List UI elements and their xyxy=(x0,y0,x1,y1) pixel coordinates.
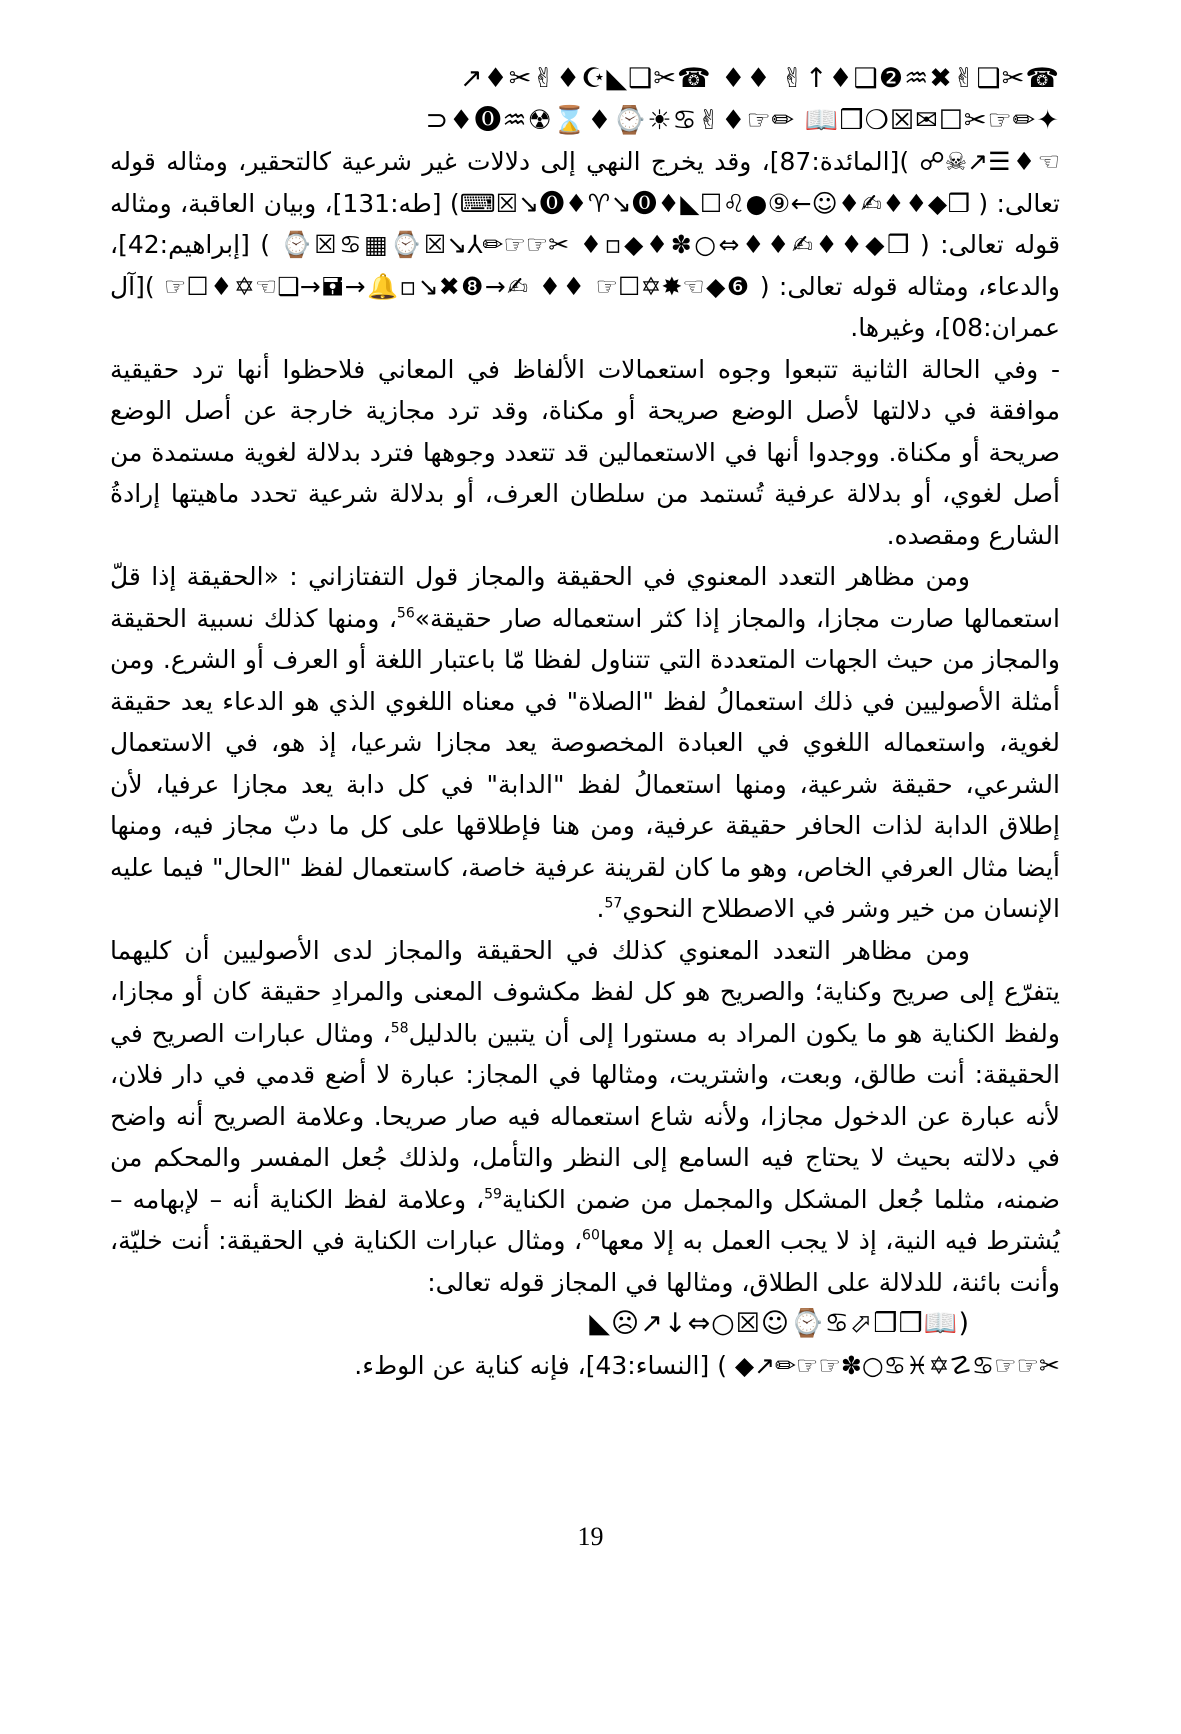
quran-glyph-run: ❻◆☜✸✡☐☞ ♦♦ ✍→❽✖↘▫🔔→🖬→❑☜✡♦☐☞ xyxy=(163,271,751,301)
body-text: ، ومنها كذلك نسبية الحقيقة والمجاز من حيث الجهات المتعددة التي تتناول لفظا مّا باعتبار اللغة أو العرف أو الشرع. ومن أمثلة الأصوليين في ذلك استعمالُ لفظ "الصلاة" في معناه اللغوي الذي هو الدعاء يعد حقيقة لغوية، واستعماله اللغوي في العبادة المخصوصة يعد مجازا شرعيا، إذ هو، في الاستعمال الشرعي، حقيقة شرعية، ومنها استعمالُ لفظ "الدابة" في كل دابة يعد مجازا عرفيا، لأن إطلاق الدابة لذات الحافر حقيقة عرفية، ومن هنا فإطلاقها على كل ما دبّ مجاز فيه، ومنها أيضا مثال العرفي الخاص، وهو ما كان لقرينة عرفية خاصة، كاستعمال لفظ "الحال" فيما عليه الإنسان من خير وشر في الاصطلاح النحوي xyxy=(110,603,1060,923)
quran-glyph-run: ❒◆♦♦✍♦☺←⑨●♌☐◣♦⓿↘♈♦⓿↘☒⌨) xyxy=(449,188,970,218)
quran-glyph-run: ☜♦☰↗☠☍ xyxy=(919,147,1061,176)
body-text: ومن مظاهر التعدد المعنوي كذلك في الحقيقة والمجاز لدى الأصوليين أن كليهما يتفرّع إلى صريح وكناية؛ والصريح هو كل لفظ مكشوف المعنى والمرادِ حقيقة كان أو مجازا، ولفظ الكناية هو ما يكون المراد به مستورا إلى أن يتبين بالدليل xyxy=(110,935,1060,1048)
footnote-ref[interactable]: 56 xyxy=(396,605,415,622)
footnote-ref[interactable]: 58 xyxy=(390,1020,409,1037)
footnote-ref[interactable]: 57 xyxy=(604,895,623,912)
quran-glyph-line: (📖❒❒⬀♋⌚☺☒○⇔↓↗☹◣ xyxy=(589,1308,970,1339)
body-text: [طه:131]، وبيان العاقبة، ومثاله قوله تعالى: ( xyxy=(110,188,1061,259)
paragraph-3 xyxy=(110,556,1060,930)
quran-glyph-run: ✂☞☞♋☡✡♓♋○✽☞☞✏↗◆ xyxy=(734,1350,1060,1380)
body-text: ) [إبراهيم:42]، والدعاء، ومثاله قوله تعالى: ( xyxy=(110,230,1061,301)
body-text: ، وعلامة لفظ الكناية أنه – لإبهامه – يُشترط فيه النية، إذ لا يجب العمل به إلا معها xyxy=(110,1184,1060,1255)
paragraph-1 xyxy=(110,58,1060,349)
body-text: )[آل xyxy=(110,271,155,301)
footnote-ref[interactable]: 59 xyxy=(484,1186,502,1203)
body-text: )[المائدة:87]، وقد يخرج النهي إلى دلالات غير شرعية كالتحقير، xyxy=(238,147,910,176)
paragraph-2: - وفي الحالة الثانية تتبعوا وجوه استعمالات الألفاظ في المعاني فلاحظوا أنها ترد حقيقية موافقة في دلالتها لأصل الوضع صريحة أو مكناة، وقد ترد مجازية خارجة عن أصل الوضع صريحة أو مكناة. ووجدوا أنها في الاستعمالين قد تتعدد وجوهها فترد بدلالة لغوية مستمدة من أصل لغوي، أو بدلالة عرفية تُستمد من سلطان العرف، أو بدلالة شرعية تحدد ماهيتها إرادةُ الشارع ومقصده. xyxy=(110,354,1060,550)
document-page xyxy=(110,58,1060,1618)
body-text: ) [النساء:43]، فإنه كناية عن الوطء. xyxy=(354,1350,727,1380)
quran-glyph-run: ✂☞☞✏⅄↘☒⌚▦♋☒⌚ xyxy=(280,230,570,259)
page-number: 19 xyxy=(577,1522,604,1551)
body-text: ، ومثال عبارات الكناية في الحقيقة: أنت خليّة، وأنت بائنة، للدلالة على الطلاق، ومثالها في المجاز قوله تعالى: xyxy=(110,1226,1060,1297)
quran-glyph-run: ❒◆♦♦✍♦♦⇔○✽♦◆▫♦ xyxy=(579,230,910,259)
body-text: . xyxy=(596,894,605,923)
body-text: ومن مظاهر التعدد المعنوي في الحقيقة والمجاز قول التفتازاني : «الحقيقة إذا قلّ استعمالها صارت مجازا، والمجاز إذا كثر استعماله صار حقيقة» xyxy=(110,562,1060,633)
body-text: ، ومثال عبارات الصريح في الحقيقة: أنت طالق، وبعت، واشتريت، ومثالها في المجاز: عبارة لا أضع قدمي في دار فلان، لأنه عبارة عن الدخول مجازا، ولأنه شاع استعماله فيه صار صريحا. وعلامة الصريح أنه واضح في دلالته بحيث لا يحتاج فيه السامع إلى النظر والتأمل، ولذلك جُعل المفسر والمحكم من ضمنه، مثلما جُعل المشكل والمجمل من ضمن الكناية xyxy=(110,1018,1060,1214)
footnote-ref[interactable]: 60 xyxy=(582,1227,600,1244)
body-text: عمران:08]، وغيرها. xyxy=(850,313,1060,342)
quran-glyph-line: ✦✏☞✂☐✉☒❍❒📖 ✏☞♦✌♋☀⌚♦⌛☢♒⓿♦⊂ xyxy=(425,104,1060,136)
paragraph-4 xyxy=(110,930,1060,1387)
quran-glyph-line: ☎✂❑✌✖♒❷❑♦↑✌ ♦♦ ☎✂❑◣☪♦✌✂♦↗ xyxy=(459,63,1060,94)
body-text: ومثاله قوله تعالى: ( xyxy=(110,147,1060,218)
